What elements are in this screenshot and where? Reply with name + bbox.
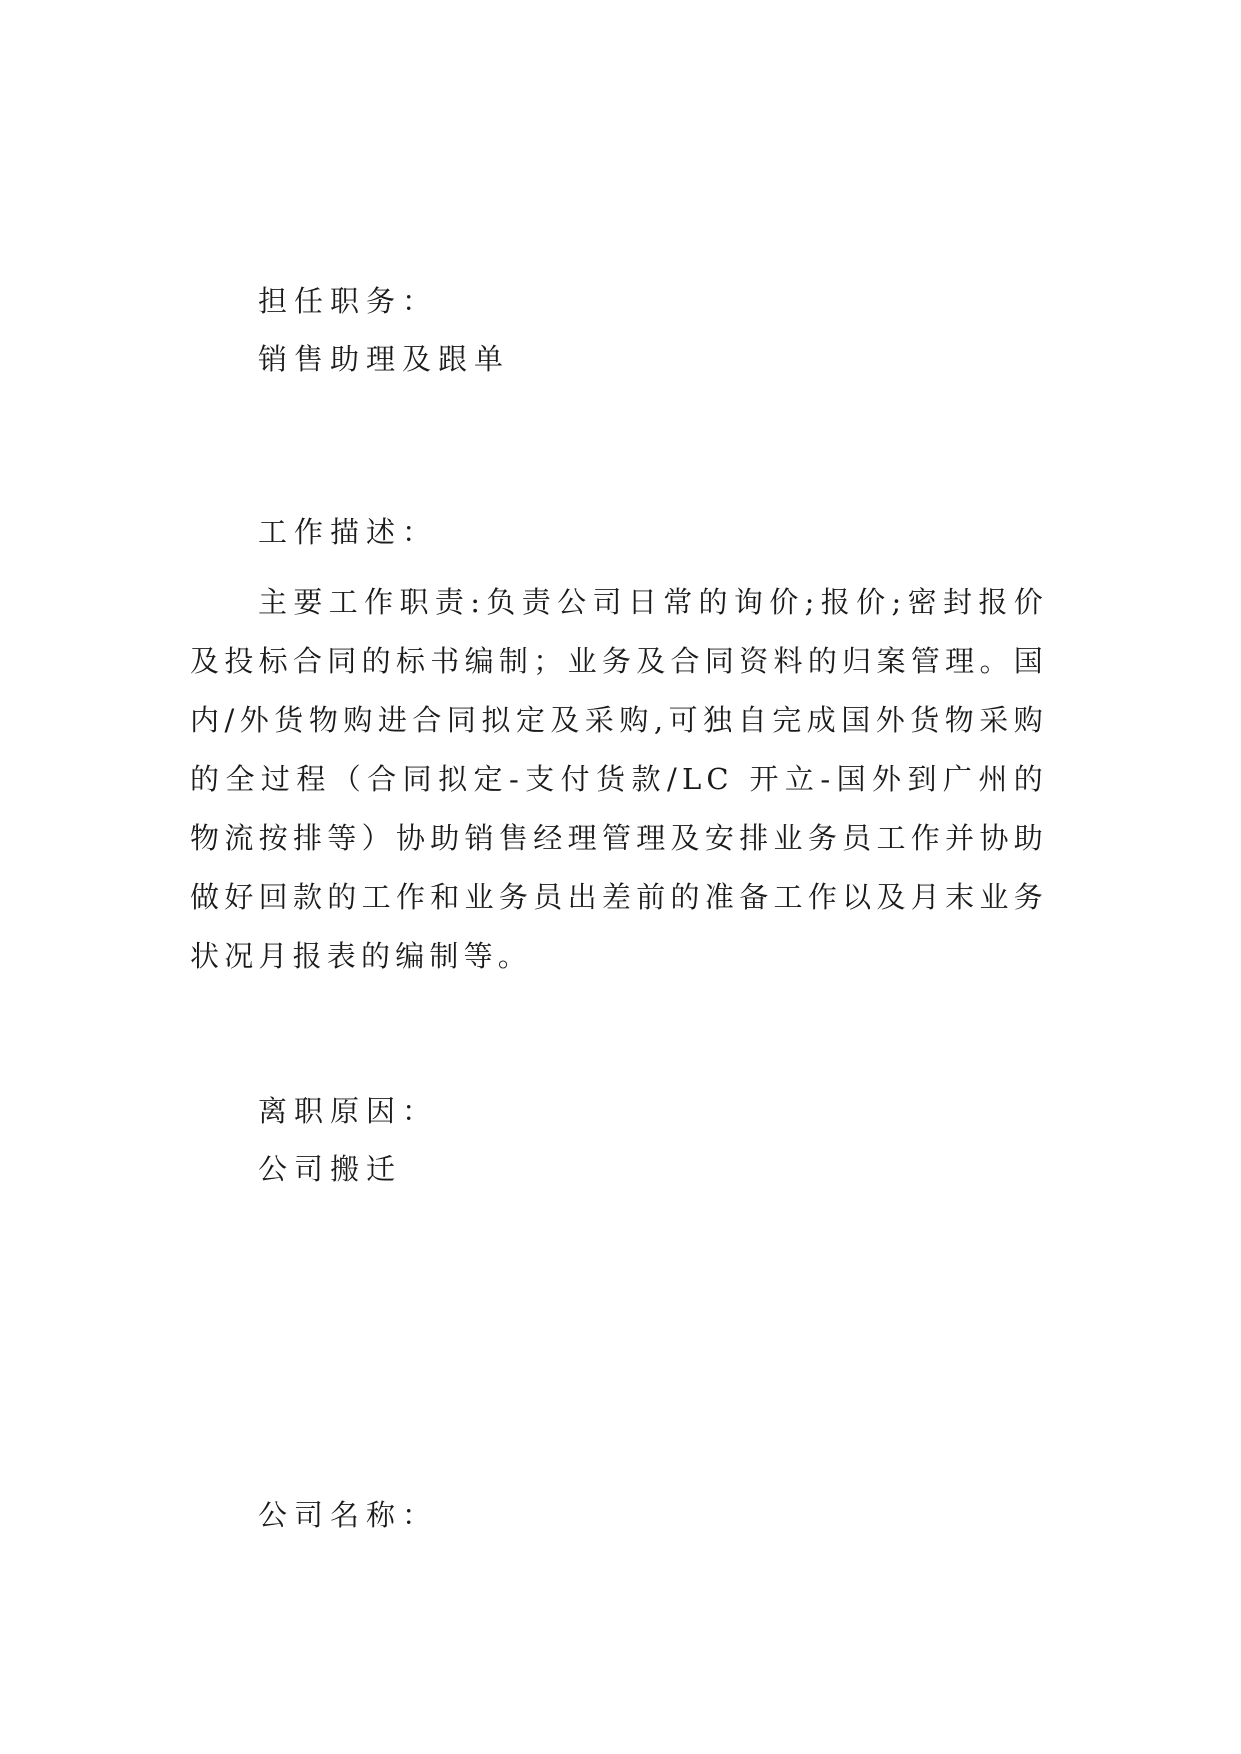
leave-reason-label: 离职原因： [258, 1094, 439, 1128]
description-label: 工作描述： [258, 515, 439, 549]
position-label: 担任职务： [258, 284, 439, 318]
description-text: 主要工作职责:负责公司日常的询价;报价;密封报价及投标合同的标书编制；业务及合同资料的归案管理。国内/外货物购进合同拟定及采购,可独自完成国外货物采购的全过程（合同拟定-支付货款/LC 开立-国外到广州的物流按排等）协助销售经理管理及安排业务员工作并协助做好回款的工作和业务员出差前的准备工作以及月末业务状况月报表的编制等。 [190, 585, 1048, 973]
leave-reason-value: 公司搬迁 [258, 1152, 403, 1186]
position-value: 销售助理及跟单 [258, 342, 511, 376]
company-name-label: 公司名称： [258, 1498, 439, 1532]
